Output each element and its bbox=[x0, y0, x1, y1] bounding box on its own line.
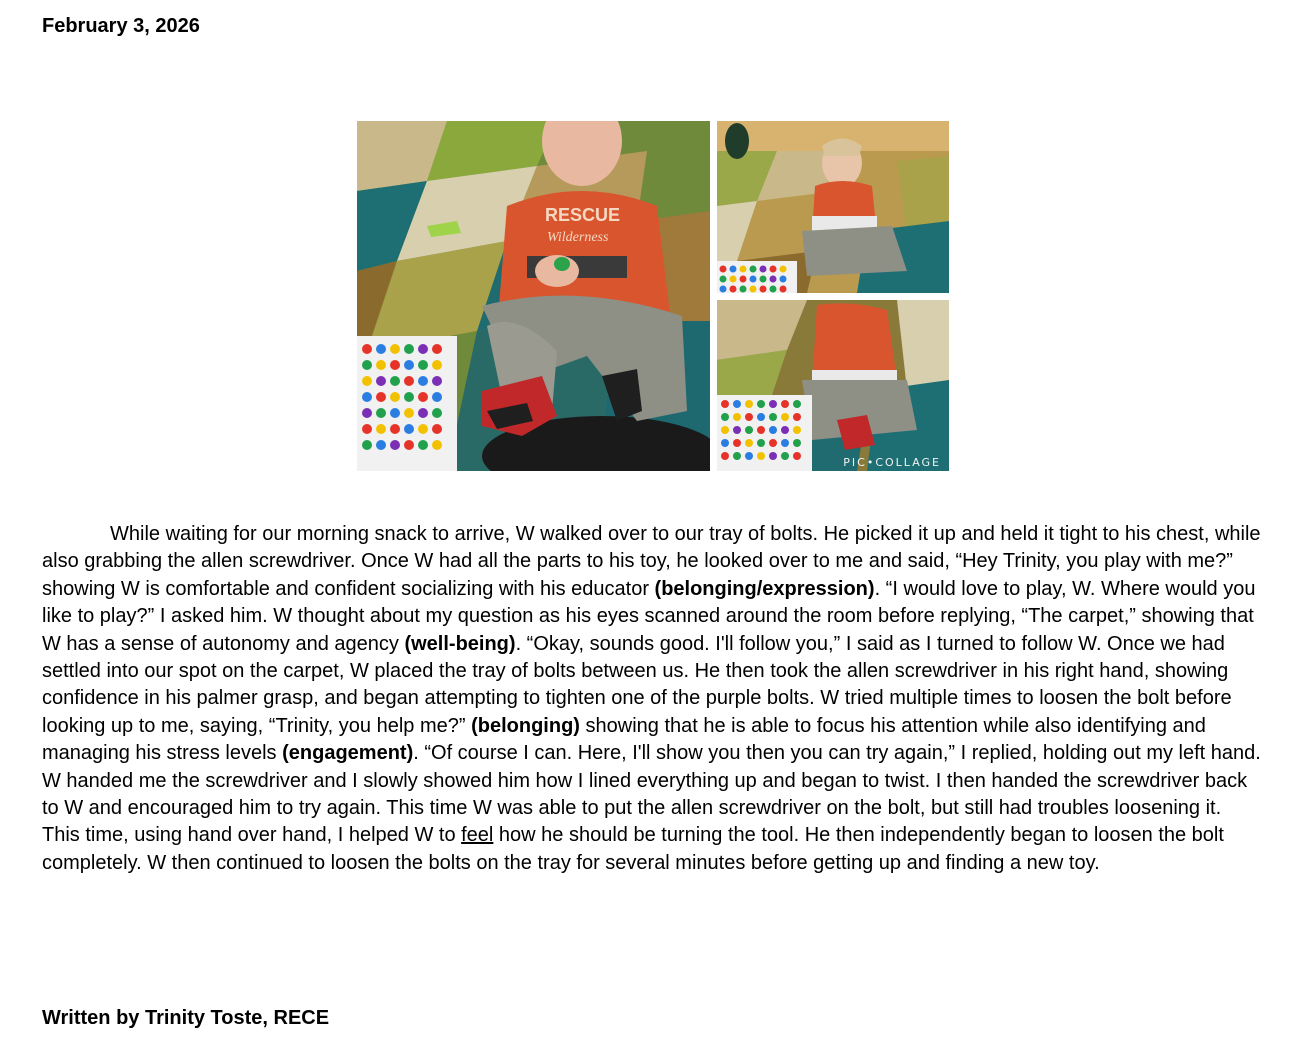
story-paragraph bbox=[42, 521, 1264, 877]
story-text: . “I would love to play, W. Where would you like to play?” I asked him. W thought about my question as his eyes scanned around the room before replying, “The carpet,” showing that W has a sense of autonomy and agency bbox=[42, 577, 1256, 655]
story-text: While waiting for our morning snack to arrive, W walked over to our tray of bolts. He picked it up and held it tight to his chest, while also grabbing the allen screwdriver. Once W had all the parts to his toy, he looked over to me and said, “Hey Trinity, you play with me?” showing W is comfortable and confident socializing with his educator bbox=[42, 523, 1261, 600]
observation-story bbox=[42, 521, 1264, 877]
author-signature: Written by Trinity Toste, RECE bbox=[42, 1007, 330, 1029]
collage-photo-top-right bbox=[717, 121, 949, 293]
story-text: how he should be turning the tool. He then independently began to loosen the bolt completely. W then continued to loosen the bolts on the tray for several minutes before getting up and finding a new toy. bbox=[42, 824, 1224, 874]
story-text: showing that he is able to focus his attention while also identifying and managing his stress levels bbox=[42, 714, 1206, 765]
learning-tag-belonging-expression: (belonging/expression) bbox=[654, 577, 875, 600]
photo-collage bbox=[357, 121, 949, 471]
learning-tag-engagement: (engagement) bbox=[282, 742, 414, 765]
pic-collage-watermark: PIC•COLLAGE bbox=[843, 456, 941, 469]
underlined-word-feel: feel bbox=[461, 824, 494, 847]
shirt-text-rescue: RESCUE bbox=[545, 205, 621, 225]
bolt-pegboard-top-right bbox=[720, 266, 787, 293]
shirt-text-wilderness: Wilderness bbox=[547, 230, 609, 245]
learning-tag-belonging: (belonging) bbox=[471, 714, 580, 737]
story-text: . “Of course I can. Here, I'll show you then you can try again,” I replied, holding out my left hand. W handed me the screwdriver and I slowly showed him how I lined everything up and began to twist. I then handed the screwdriver back to W and encouraged him to try again. This time W was able to put the allen screwdriver on the bolt, but still had troubles loosening it. This time, using hand over hand, I helped W to bbox=[42, 742, 1261, 847]
learning-tag-well-being: (well-being) bbox=[404, 632, 516, 655]
story-text: . “Okay, sounds good. I'll follow you,” I said as I turned to follow W. Once we had settled into our spot on the carpet, W placed the tray of bolts between us. He then took the allen screwdriver in his right hand, showing confidence in his palmer grasp, and began attempting to tighten one of the purple bolts. W tried multiple times to loosen the bolt before looking up to me, saying, “Trinity, you help me?” bbox=[42, 632, 1232, 737]
document-date: February 3, 2026 bbox=[42, 15, 200, 37]
collage-photo-main bbox=[357, 121, 710, 471]
collage-photo-bottom-right bbox=[717, 300, 949, 471]
